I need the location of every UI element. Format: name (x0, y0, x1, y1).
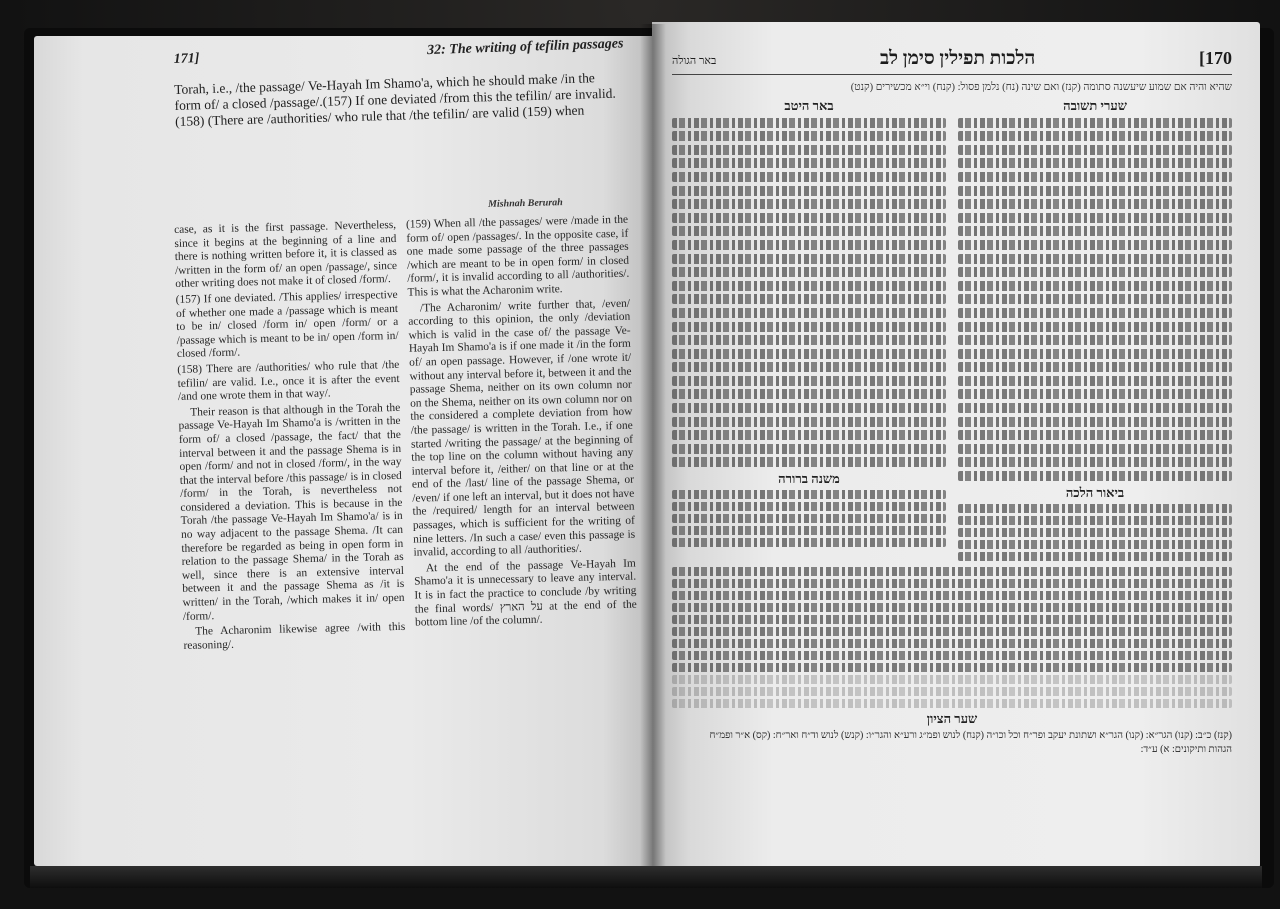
book-bottom-edge (30, 866, 1262, 888)
lead-paragraph: Torah, i.e., /the passage/ Ve-Hayah Im Shamo'a, which he should make /in the form of/ a closed /passage/.(157) If one deviated /from this the tefilin/ are invalid. (158) (There are /authorities/ who rule that /the tefilin/ are valid (159) when (174, 70, 616, 129)
paragraph: case, as it is the first passage. Nevertheless, since it begins at the beginning of a line and there is nothing written before it, it is classed as /written in the form of/ an open /passage/, since other writing does not make it of closed /form/. (174, 218, 398, 291)
left-page-number: 171] (173, 51, 200, 68)
shaar-hatziyun-heading: שער הציון (926, 710, 978, 726)
beur-halachah-heading: ביאור הלכה (1065, 484, 1125, 500)
right-page-title: הלכות תפילין סימן לב (879, 48, 1036, 69)
paragraph: /The Acharonim/ write further that, /even/ according to this opinion, the only /deviation which is valid in the case of/ the passage Ve-Hayah Im Shamo'a is if one made it /in the form of/ an open passage. However, if /one wrote it/ without any interval before it, between it and the passage Shema, neither on its own column nor on the Shema, neither on its own column nor on the considered a complete deviation from how /the passage/ is written in the Torah. I.e., if one started /writing the passage/ at the beginning of the top line on the column without having any interval before it, /either/ on that line or at the end of the /last/ line of the passage Shema, or /even/ if one left an interval, but it does not have the /required/ length for an interval between passages, which is sufficient for the writing of nine letters. /In such a case/ even this passage is invalid, according to all /authorities/. (408, 297, 636, 559)
shaarei-teshuvah-column (958, 98, 1232, 564)
commentary-column-1 (174, 219, 406, 655)
beer-heitev-column (672, 98, 946, 564)
main-text-line: שהיא והיה אם שמוע שיעשנה סתומה (קנז) ואם שינה (נח) נלמן פסול: (קנח) וי״א מכשירים (קנט) (850, 82, 1232, 93)
paragraph: Their reason is that although in the Torah the passage Ve-Hayah Im Shamo'a is /written in the form of/ a closed /passage, the fact/ that the interval between it and the passage Shema is in open /form/ and not in closed /form/, in the way that the interval before /this passage/ is in closed /form/ in the Torah, is nevertheless not considered a deviation. This is because in the Torah /the passage Ve-Hayah Im Shamo'a/ is in no way adjacent to the passage Shema. /It can therefore be regarded as being in open form in relation to the passage Shema/ in the Torah as well, since there is an extensive interval between it and the passage Shema as /it is written/ in the Torah, /which makes it in/ open /form/. (178, 401, 405, 623)
paragraph: At the end of the passage Ve-Hayah Im Shamo'a it is unnecessary to leave any interval. It is in fact the practice to conclude /by writing the final words/ על הארץ at the end of the bottom line /of the column/. (414, 557, 637, 629)
right-page (652, 22, 1260, 868)
hagahot-line: הגהות ותיקונים: א) ע״ד: (1140, 743, 1232, 755)
mishnah-berurah-label: Mishnah Berurah (487, 197, 563, 210)
right-page-content (672, 48, 1232, 755)
left-page (34, 36, 652, 866)
shaar-hatziyun-line: (קנז) כ״ב: (קנו) הגר״א: (קנו) הגר״א ושתונת יעקב ופר״ח וכל וכו״ה (קנח) לנוש ופמ״ג ורע״א והגר״ו: (קנש) לנוש וד״ח ואר״ח: (קס) א״ר ופמ״ח (709, 729, 1232, 741)
beer-hagolah-label: באר הגולה (672, 55, 717, 67)
paragraph: The Acharonim likewise agree /with this reasoning/. (183, 621, 406, 652)
book-gutter (640, 24, 666, 870)
hebrew-commentary-columns (672, 98, 1232, 564)
paragraph: (159) When all /the passages/ were /made in the form of/ open /passages/. In the opposite case, if one made some passage of the three passages /which are meant to be in open form/ in closed /form/, it is invalid according to all /authorities/. This is what the Acharonim write. (405, 213, 630, 299)
paragraph: (157) If one deviated. /This applies/ irrespective of whether one made a /passage which is meant to be in/ closed /form in/ open /form/ or a /passage which is meant to be in/ open /form in/ closed /form/. (175, 288, 399, 361)
commentary-column-2 (406, 214, 638, 650)
paragraph: (158) There are /authorities/ who rule that /the tefilin/ are valid. I.e., once it is after the event /and one wrote them in that way/. (177, 358, 400, 404)
column-heading: באר היטב (784, 98, 834, 113)
commentary-columns (174, 214, 639, 656)
column-heading: שערי תשובה (1063, 98, 1127, 113)
right-running-head (672, 48, 1232, 75)
left-running-head (173, 36, 623, 68)
right-page-number: [170 (1198, 48, 1232, 68)
mishnah-berurah-full-width (672, 567, 1232, 708)
left-running-title: 32: The writing of tefilin passages (426, 36, 624, 59)
mishnah-berurah-heading: משנה ברורה (778, 471, 840, 487)
left-page-content (173, 36, 637, 652)
